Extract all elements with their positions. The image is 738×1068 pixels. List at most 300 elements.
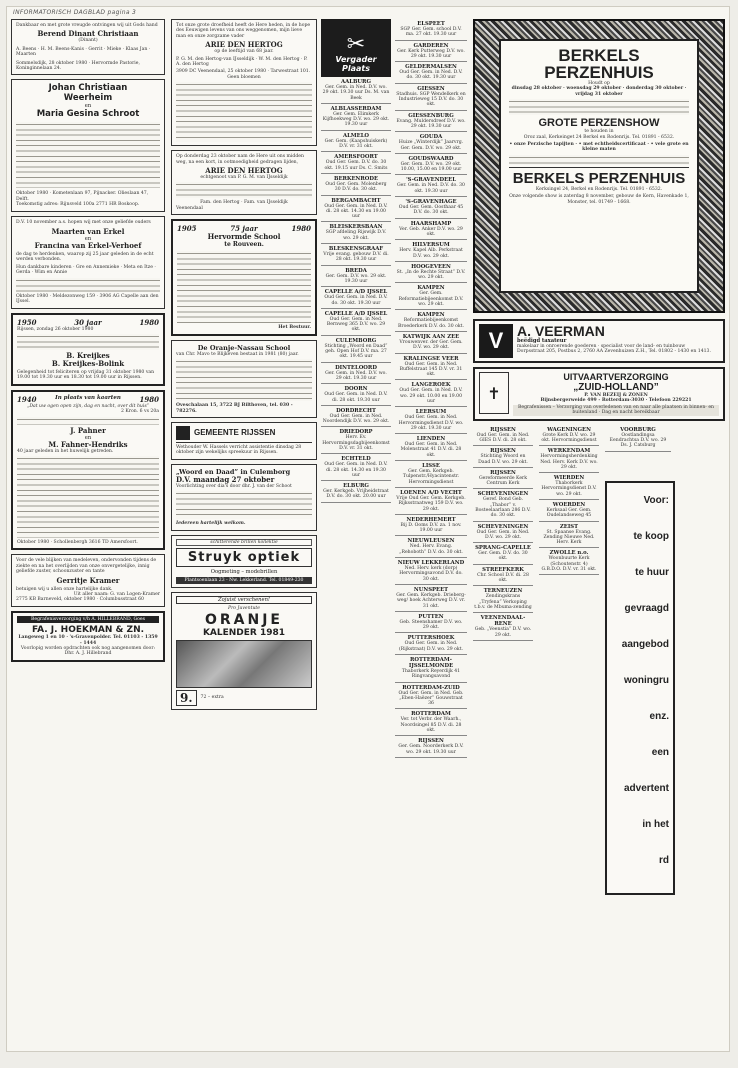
meeting-details: Vrije Oud Ger. Gem. Kerkgeb. Rijksstraatweg 159 D.V. wo. 29 okt. xyxy=(396,495,466,512)
meeting-details: Ger. Kerk Putterweg D.V. wo. 29 okt. 19.30 uur xyxy=(397,48,465,59)
school-body-text xyxy=(177,251,311,323)
obituary2-spouse: echtgenoot van P. G. M. van IJsseldijk xyxy=(200,175,288,181)
oranje-nassau-school-ad xyxy=(171,340,317,418)
meeting-details: Ger. Gem. D.V. do. 30 okt. xyxy=(478,551,528,562)
optiek-brand: Struyk optiek xyxy=(176,548,312,567)
meeting-place: RIJSSEN xyxy=(490,469,516,476)
anniversary-conjunction: en xyxy=(84,236,92,243)
meeting-details: Ger. Gem. in Ned. D.V. wo. 29 okt. 19.30 uur Ds. M. van Beek xyxy=(322,85,390,101)
meeting-place: VOORBURG xyxy=(620,426,656,433)
meeting-entry xyxy=(395,407,467,434)
obituary-1 xyxy=(171,19,317,146)
meeting-entry xyxy=(395,175,467,197)
meeting-details: Stichting „Woord en Daad” geh. Open Hof D.V. ma. 27 okt. 19.45 uur xyxy=(324,343,388,360)
classified-promo-word: rd xyxy=(659,854,669,866)
berkels-perzenhuis-ad xyxy=(473,19,725,313)
meeting-entry xyxy=(395,683,467,710)
meeting-place: 'S-GRAVENDEEL xyxy=(406,177,456,184)
meeting-entry xyxy=(395,154,467,176)
optiek-address: Plantsoenlaan 23 - Nw. Lekkerland. Tel. 01849-230 xyxy=(176,577,312,584)
perzenhuis-address: Kerksingel 24, Berkel en Rodenrijs. Tel. 01891 - 6532. xyxy=(535,186,663,192)
marriage-future-address: Toekomstig adres: Rijnsveld 100a 2771 HR Boskoop. xyxy=(16,202,140,208)
meeting-entry xyxy=(395,515,467,537)
meeting-place: RIJSSEN xyxy=(418,738,444,745)
meeting-details: Ned. Herv. kerk (dorp) Hervormingsavond D.V. do. 30 okt. xyxy=(399,566,463,582)
wed-date: D.V. maandag 27 oktober xyxy=(176,474,275,484)
column-family-notices xyxy=(11,19,165,1043)
meeting-details: Geref. Bond Geb. „Thabor” v. Bosteelaarlaan 286 D.V. do. 30 okt. xyxy=(475,497,531,519)
jubilee-40-years xyxy=(11,390,165,551)
classified-promo-word: aangebod xyxy=(621,638,669,650)
meeting-place: BERKENRODE xyxy=(333,175,379,182)
school-jubilee xyxy=(171,219,317,335)
meeting-details: Ger. Gem. Elimkerk Kijfhoekweg D.V. wo. 29 okt. 19.30 uur xyxy=(322,111,390,128)
meeting-details: Bij D. Ooms D.V. za. 1 nov. 19.00 uur xyxy=(400,522,462,534)
thanks-name: Gerritje Kramer xyxy=(56,575,120,585)
meeting-place: KAMPEN xyxy=(417,312,445,319)
meeting-details: Oud Ger. Gem. D.V. do. 30 okt. 19.15 uur Ds. C. Smits xyxy=(324,160,388,171)
meeting-details: Evang. Muldersdreef D.V. wo. 29 okt. 19.30 uur xyxy=(396,118,466,129)
meeting-details: Ger. Gem. in Ned. D.V. do. 30 okt. 19.30 uur xyxy=(397,183,465,194)
marriage-announcement xyxy=(11,79,165,211)
jubilee40-intro-text xyxy=(17,417,159,425)
year-start: 1950 xyxy=(17,317,37,327)
meeting-entry xyxy=(321,481,391,503)
meeting-place: SCHEVENINGEN xyxy=(477,491,529,498)
veerman-name: A. VEERMAN xyxy=(517,323,605,339)
meeting-details: SGP afdeling Rijswijk D.V. wo. 29 okt. xyxy=(325,230,387,241)
jubilee40-husband: J. Pahner xyxy=(70,425,106,435)
kalender-price-row xyxy=(176,690,312,706)
meeting-place: SCHEVENINGEN xyxy=(477,523,529,530)
meeting-place: WAGENINGEN xyxy=(547,426,591,433)
kalender-photo xyxy=(176,640,312,688)
meeting-entry xyxy=(321,174,391,196)
meeting-entry xyxy=(395,41,467,63)
kalender-top: Zojuist verschenen! xyxy=(176,596,312,604)
meeting-entry xyxy=(321,152,391,174)
meeting-entry xyxy=(473,468,533,490)
meeting-list-e xyxy=(605,425,671,452)
meeting-place: DORDRECHT xyxy=(336,407,376,414)
meeting-details: Ger. Gem. (Kaapshuiskerk) D.V. vr. 31 okt. xyxy=(324,138,388,150)
meeting-entry xyxy=(473,522,533,544)
meeting-details: Oud Ger. Gem. in Ned. (Rijkstraat) D.V. wo. 29 okt. xyxy=(398,641,463,652)
birth-nickname: (Dinant) xyxy=(78,38,98,44)
meeting-entry xyxy=(539,500,599,522)
meeting-details: Herv. Kapel Alb. Perkstraat D.V. wo. 29 okt. xyxy=(399,248,463,259)
meeting-place: CAPELLE A/D IJSSEL xyxy=(324,289,388,296)
year-start: 1905 xyxy=(177,224,197,234)
year-end: 1980 xyxy=(291,224,311,234)
marriage-date: Oktober 1980 · Kometenlaan 97, Pijnacker. Olieslaan 47, Delft. xyxy=(16,191,149,202)
gemeente-title: GEMEENTE RIJSSEN xyxy=(194,428,276,438)
perzenhuis-panel xyxy=(499,39,699,293)
meeting-place: PUTTERSHOEK xyxy=(407,635,455,642)
thanks-signature: Uit aller naam: G. van Logen-Kramer xyxy=(73,591,160,597)
year-end: 1980 xyxy=(139,317,159,327)
meeting-place: CAPELLE A/D IJSSEL xyxy=(324,310,388,317)
perzenhuis-details xyxy=(509,99,689,115)
groom-surname: Weerheim xyxy=(63,93,113,104)
meeting-place: RIJSSEN xyxy=(490,426,516,433)
meeting-details: Grote Kerk D.V. wo. 29 okt. Hervormingsdienst xyxy=(541,432,597,443)
meeting-place: LANGEROEK xyxy=(411,382,451,389)
meeting-entry xyxy=(605,425,671,452)
meeting-place: LOENEN A/D VECHT xyxy=(400,489,462,496)
meeting-place: AALBURG xyxy=(341,79,371,85)
meeting-entry xyxy=(321,287,391,309)
perzenhuis-dates: dinsdag 28 oktober · woensdag 29 oktober · donderdag 30 oktober · vrijdag 31 oktober xyxy=(511,86,687,97)
perzenhuis-more-text xyxy=(509,155,689,165)
meeting-details: St. Spaanse Evang. Zending Nieuwe Ned. Herv. Kerk xyxy=(543,529,595,546)
funeral-top-banner: Begrafenisverzorging v/h A. HILLEBRAND, Goes xyxy=(17,616,159,623)
meeting-details: Gereformeerde Kerk Centrum Kerk xyxy=(478,475,528,487)
veerman-address: Dorpsstraat 205, Postbus 2, 2760 AA Zevenhuizen Z.H., Tel. 01802 - 1430 en 1413. xyxy=(517,349,711,355)
meeting-place: BREDA xyxy=(345,267,367,274)
meeting-details: Oud Ger. Gem. in Ned. Buffelstraat 145 D.V. vr. 31 okt. xyxy=(399,361,463,378)
meeting-entry xyxy=(321,104,391,131)
perzenhuis-name-2: BERKELS PERZENHUIS xyxy=(509,167,689,187)
meeting-place: NUNSPEET xyxy=(413,586,449,593)
anniversary-wife: Francina van Erkel-Verhoef xyxy=(34,241,142,251)
jubilee40-date: Oktober 1980 · Schollenbergh 3616 TD Amersfoort. xyxy=(17,539,138,545)
meeting-details: Stichting Woord en Daad D.V. wo. 29 okt. xyxy=(478,454,528,465)
meeting-place: ELSPEET xyxy=(417,21,445,27)
meeting-place: DINTELOORD xyxy=(335,364,377,371)
meeting-entry xyxy=(473,489,533,521)
meeting-details: Oud Ger. Gem. in Ned. D.V. di. 28 okt. 19.30 uur xyxy=(324,392,388,403)
meeting-entry xyxy=(395,612,467,634)
thanks-intro: Voor de vele blijken van medeleven, ondervonden tijdens de ziekte en na het overlijden van onze onvergetelijke, innig geliefde zuster, schoonzuster en tante xyxy=(16,558,157,575)
veerman-text: makelaar in onroerende goederen · specialist voor de land- en tuinbouw xyxy=(517,344,686,349)
vergaderplaats-icon: ✂ xyxy=(346,32,366,57)
meeting-entry xyxy=(395,434,467,461)
meeting-details: Oud Ger. Gem. in Ned. GIES D.V. di. 28 okt. xyxy=(476,432,530,443)
meeting-details: Thaborkerk Hervormingsdienst D.V. wo. 29 okt. xyxy=(541,481,597,497)
meeting-entry xyxy=(395,84,467,111)
meeting-details: Zendingskrans „Tryfena” Verkoping t.b.v. de Mbuma-zending xyxy=(474,594,532,610)
meeting-entry xyxy=(321,406,391,428)
meeting-place: LIENDEN xyxy=(416,436,446,443)
meeting-entry xyxy=(395,197,467,219)
meeting-place: ROTTERDAM xyxy=(411,711,451,718)
meeting-details: Oud Ger. Gem. in Ned. D.V. wo. 29 okt. 10.00 en 19.00 uur xyxy=(399,388,463,404)
kalender-title2: KALENDER 1981 xyxy=(202,627,286,638)
meeting-details: St. „In de Rechte Straat” D.V. wo. 29 okt. xyxy=(396,269,466,281)
jubilee40-label: In plaats van kaarten xyxy=(55,394,121,401)
meeting-place: WOERDEN xyxy=(552,502,586,508)
meeting-details: Ger. Gem. Reformatiebijeenkomst D.V. wo. 29 okt. xyxy=(398,291,464,308)
meeting-entry xyxy=(539,425,599,447)
classified-promo-word: in het xyxy=(642,818,669,830)
perzenhuis-bullets: • onze Perzische tapijten · • met echtheidscertificaat · • vele grote en kleine maten xyxy=(509,142,689,153)
meeting-entry xyxy=(395,488,467,515)
meeting-place: ECHTELD xyxy=(341,456,371,463)
meeting-entry xyxy=(395,62,467,84)
obituary-name: ARIE DEN HERTOG xyxy=(205,40,283,50)
meeting-list-d xyxy=(539,425,599,576)
year-start: 1940 xyxy=(17,394,37,404)
meeting-place: GELDERMALSEN xyxy=(405,64,457,71)
meeting-entry xyxy=(473,565,533,587)
meeting-entry xyxy=(473,613,533,641)
vergaderplaats-label: Vergader Plaats xyxy=(335,55,377,73)
school-name: Hervormde School xyxy=(207,232,281,242)
meeting-entry xyxy=(539,473,599,500)
meeting-place: ROTTERDAM-IJSSELMONDE xyxy=(408,657,454,669)
optiek-top: schitterende brillen kollektie xyxy=(176,539,312,546)
meeting-place: ZWOLLE n.o. xyxy=(549,550,589,557)
meeting-entry xyxy=(395,310,467,332)
anniversary-husband: Maarten van Erkel xyxy=(51,227,125,237)
meeting-entry xyxy=(395,655,467,683)
meeting-entry xyxy=(473,543,533,565)
gemeente-header xyxy=(176,426,312,443)
meeting-place: HOOGEVEEN xyxy=(411,263,451,270)
meeting-place: NIEUWLEUSEN xyxy=(407,538,455,545)
meeting-details: Ger. Gem. Kerkgeb. Drieberg-weg/ hoek Achterweg D.V. vr. 31 okt. xyxy=(396,592,466,609)
meeting-details: Hervormingsherdenking Ned. Herv. Kerk D.V. wo. 29 okt. xyxy=(540,454,598,470)
meeting-place: KATWIJK AAN ZEE xyxy=(402,333,460,340)
wed-body-text xyxy=(176,491,312,519)
meeting-entry xyxy=(395,380,467,407)
obituary2-signature: Fam. den Hertog · Fam. van IJsseldijk xyxy=(200,200,288,206)
obituary-flowers-note: Geen bloemen xyxy=(227,74,261,80)
meeting-details: Woonbuurte Kerk (Schoutenstr. 4) G.B.D.O. D.V. vr. 31 okt. xyxy=(541,556,597,573)
meeting-place: BLEISKERSBAAN xyxy=(329,224,383,231)
meeting-details: Huize „Winterdijk” Jaarvrg. Ger. Gem. D.V. wo. 29 okt. xyxy=(398,140,464,151)
veerman-title: beëdigd taxateur xyxy=(517,338,567,344)
kalender-price-note: 72 – extra xyxy=(200,695,224,701)
optiek-subtitle: Oogmeting – modebrillen xyxy=(210,568,278,575)
jubilee40-conjunction: en xyxy=(84,434,92,441)
meeting-details: Ger. Gem. D.V. wo. 29 okt. 19.30 uur xyxy=(325,273,387,284)
meeting-details: Vrouwenver. der Ger. Gem. D.V. wo. 29 okt. xyxy=(399,339,463,351)
meeting-place: HILVERSUM xyxy=(412,242,450,249)
meeting-place: AMERSFOORT xyxy=(334,154,378,161)
birth-announcement xyxy=(11,19,165,75)
perzenhuis-footnote: Onze volgende show is zaterdag 8 november, gebouw de Kern, Havenkade 1, Monster, tel. 01749 - 1668. xyxy=(509,194,689,205)
obituary2-body-text xyxy=(176,182,312,198)
groom-name: Johan Christiaan xyxy=(48,83,128,94)
classified-promo-words xyxy=(607,483,673,879)
meeting-details: Reformatiebijeenkomst Broederkerk D.V. do. 30 okt. xyxy=(398,318,464,329)
meeting-entry xyxy=(395,219,467,241)
meeting-entry xyxy=(395,283,467,310)
woord-en-daad-ad xyxy=(171,464,317,531)
classified-promo-word: te huur xyxy=(635,566,669,578)
wed-text: Voorlichting over dia's door dhr. J. van der Schoot xyxy=(176,483,292,489)
meeting-entry xyxy=(321,363,391,385)
vergaderplaats-logo xyxy=(321,19,391,77)
school-signature: Het Bestuur. xyxy=(278,325,311,331)
obituary-age: op de leeftijd van 68 jaar. xyxy=(214,49,274,55)
meeting-place: NIEUW LEKKERLAND xyxy=(397,560,465,567)
meeting-place: ALBLASSERDAM xyxy=(330,105,382,112)
classified-promo-word: een xyxy=(651,746,669,758)
meeting-entry xyxy=(321,222,391,244)
jubilee-label: 30 jaar xyxy=(74,317,102,327)
funeral-services-ad xyxy=(11,611,165,662)
funeral-footnote: Voorlopig worden opdrachten ook nog aangenomen door: Dhr. A. J. Hillebrand xyxy=(20,646,156,657)
meeting-place: GOUDSWAARD xyxy=(408,155,454,162)
meeting-entry xyxy=(321,244,391,266)
meeting-details: Ned. Herv. Evang. „Rehoboth” D.V. do. 30 okt. xyxy=(399,544,463,555)
meeting-place: KAMPEN xyxy=(417,285,445,292)
meeting-entry xyxy=(395,558,467,585)
gemeente-rijssen-notice xyxy=(171,422,317,460)
meeting-entry xyxy=(539,548,599,575)
meeting-entry xyxy=(395,240,467,262)
perzenshow-sub: te houden in xyxy=(584,129,614,135)
meeting-place: GOUDA xyxy=(419,134,443,141)
anniversary-body-text xyxy=(16,278,160,292)
meeting-list-a xyxy=(321,77,391,503)
kalender-brand: Pro Juventute xyxy=(228,606,260,612)
meeting-details: Oud Ger. Gem. in Ned. Bernweg 365 D.V. wo. 29 okt. xyxy=(326,316,386,333)
meeting-details: Ver. Geb. Anker D.V. wo. 29 okt. xyxy=(399,226,463,237)
meeting-details: Ger. Gem. Noorderkerk D.V. wo. 29 okt. 19.30 uur xyxy=(398,744,464,755)
meeting-details: Oud Ger. Gem. in Ned. Noordendijk D.V. wo. 29 okt. xyxy=(322,413,390,425)
meeting-place: RIJSSEN xyxy=(490,448,516,455)
meeting-place: GIESSEN xyxy=(417,85,445,92)
veerman-logo-icon: V xyxy=(479,324,513,358)
meeting-place: ROTTERDAM-ZUID xyxy=(402,684,460,691)
meeting-details: Ger. Gem. in Ned. D.V. wo. 29 okt. 19.30 uur xyxy=(325,370,387,381)
school-town: te Rouveen. xyxy=(224,241,264,249)
obituary-family: P. G. M. den Hertog-van IJsseldijk · W. M. den Hertog · P. A. den Hertog xyxy=(176,56,308,68)
column-obituaries xyxy=(171,19,317,1043)
meeting-entry xyxy=(321,196,391,223)
column-meetings-b xyxy=(395,19,467,1043)
meeting-entry xyxy=(395,709,467,736)
meeting-entry xyxy=(321,77,391,104)
meeting-details: Oud Ger. Gem. Molenberg 30 D.V. do. 30 okt. xyxy=(325,181,387,193)
meeting-place: PUTTEN xyxy=(418,613,444,620)
meeting-place: WERKENDAM xyxy=(547,448,591,455)
year-end: 1980 xyxy=(139,394,159,404)
meeting-place: STREEFKERK xyxy=(482,566,524,573)
birth-intro: Dankbaar en met grote vreugde ontvingen wij uit Gods hand xyxy=(16,23,158,28)
meeting-details: Oud Ger. Gem. Oosthaar 45 D.V. do. 30 okt. xyxy=(398,205,464,216)
meeting-details: Oud Ger. Gem. in Ned. Geb. „Eben-Haëzer” Gouwstraat 36 xyxy=(398,690,464,707)
classified-promo-word: gevraagd xyxy=(624,602,669,614)
anniversary-text: de dag te herdenken, waarop zij 25 jaar geleden in de echt werden verbonden. xyxy=(16,252,154,263)
thanks-text: betuigen wij u allen onze hartelijke dank. xyxy=(16,586,113,592)
meeting-list-c xyxy=(473,425,533,641)
meeting-place: GARDEREN xyxy=(413,42,449,49)
masthead: INFORMATORISCH DAGBLAD pagina 3 xyxy=(13,9,137,16)
meeting-entry xyxy=(321,266,391,288)
meeting-entry xyxy=(321,131,391,153)
anniversary-intro: D.V. 10 november a.s. hopen wij met onze geliefde ouders xyxy=(16,219,151,225)
anniversary-date: Oktober 1980 · Meldezonweg 159 · 3906 AG Capelle aan den IJssel. xyxy=(16,293,159,305)
meeting-entry xyxy=(321,309,391,336)
perzenhuis-name: BERKELS PERZENHUIS xyxy=(544,46,654,82)
obituary-intro: Tot onze grote droefheid heeft de Here heden, in de hope des Eeuwigen levens van ons weggenomen, mijn lieve man en onze zorgzame vader xyxy=(176,23,311,39)
jubilee-year-row xyxy=(17,318,159,327)
conjunction: en xyxy=(84,103,92,110)
anniversary-children: Hun dankbare kinderen · Gre en Annemieke · Meta en Itze · Gerda · Wim en Annie xyxy=(16,264,156,276)
meetings-lower-grid xyxy=(473,425,725,895)
meeting-place: WIERDEN xyxy=(553,475,585,482)
meeting-entry xyxy=(321,384,391,406)
oranje-nassau-text: van Chr. Mavo te Blijkeven bestaat in 1981 (80) jaar. xyxy=(176,351,299,357)
meeting-details: Herv. Ev. Hervormingsdagbijeenkomst D.V. vr. 31 okt. xyxy=(322,435,390,451)
meeting-entry xyxy=(395,585,467,612)
meeting-place: 'S-GRAVENHAGE xyxy=(405,199,457,206)
meeting-details: Ger. Kerkgeb. Vrijheidstraat D.V. do. 30 okt. 20.00 uur xyxy=(323,489,389,500)
meeting-entry xyxy=(321,427,391,454)
meeting-details: Geb. Steenshamer D.V. wo. 29 okt. xyxy=(399,619,463,631)
meeting-entry xyxy=(395,262,467,284)
meeting-place: KRALINGSE VEER xyxy=(403,355,459,362)
meeting-place: HAARSHAMP xyxy=(410,220,452,227)
struyk-optiek-ad xyxy=(171,535,317,589)
meeting-details: Oud Ger. Gem. in Ned. D.V. di. 28 okt. 14.30 en 19.00 uur xyxy=(324,203,388,220)
oranje-nassau-title: De Oranje-Nassau School xyxy=(197,343,291,352)
jubilee40-text: 40 jaar geleden in het huwelijk getreden. xyxy=(17,448,114,454)
meeting-details: Oud Ger. Gem. in Ned. D.V. di. 28 okt. 14.30 en 19.30 uur xyxy=(324,462,388,478)
meeting-entry xyxy=(395,354,467,381)
classified-promo-word: advertent xyxy=(623,782,669,794)
meeting-details: SGP Ger. Gem. school D.V. ma. 27 okt. 19.30 uur xyxy=(400,27,462,38)
meeting-place: DRIEDORP xyxy=(339,429,373,436)
jubilee-body-text xyxy=(17,334,159,350)
meeting-details: Stadhuis. SGP Wendelkerk en Industrieweg 15 D.V. do. 30 okt. xyxy=(396,91,466,108)
uitvaart-body xyxy=(513,372,719,416)
jubilee-wife: B. Kreijkes-Bolink xyxy=(51,358,125,368)
uitvaart-top: UITVAARTVERZORGING xyxy=(563,372,669,382)
meeting-entry xyxy=(321,336,391,363)
classified-promo-word: enz. xyxy=(649,710,669,722)
veerman-body xyxy=(517,324,719,358)
oranje-nassau-body-text xyxy=(176,359,312,401)
municipality-logo-icon xyxy=(176,426,190,440)
meeting-entry xyxy=(395,536,467,558)
meeting-place: ALMELO xyxy=(342,132,370,139)
classified-promo-word: woningru xyxy=(624,674,669,686)
gemeente-text: Wethouder W. Hassels verricht assistentie dinsdag 28 oktober zijn wekelijks spreekuur in Rijssen. xyxy=(176,444,302,456)
meeting-details: Oud Ger. Gem. in Ned. D.V. do. 30 okt. 19.30 uur xyxy=(324,295,388,306)
perzenshow-place: Oroz zaal, Kerkeinget 24 Berkel en Rodenrijs. Tel. 01891 - 6532. xyxy=(523,134,675,140)
wed-title: „Woord en Daad” in Culemborg xyxy=(176,467,291,476)
meeting-place: CULEMBORG xyxy=(335,337,377,344)
thanks-announcement xyxy=(11,554,165,606)
meeting-entry xyxy=(395,633,467,655)
meeting-entry xyxy=(395,19,467,41)
meeting-details: Ger. Gem. D.V. wo. 29 okt. 10.00, 15.00 en 19.00 uur xyxy=(400,161,462,173)
anniversary-announcement xyxy=(11,216,165,309)
oranje-nassau-address: Oveschalaan 15, 3722 BJ Bilthoven, tel. 030 - 782276. xyxy=(176,403,293,414)
jubilee-30-years xyxy=(11,313,165,386)
meeting-details: Thaborkerk Reyerdijk 41 Ringvangsavond xyxy=(401,669,461,680)
meeting-details: Oud Ger. Gem. in Ned. D.V. do. 30 okt. 19.30 uur xyxy=(399,70,463,81)
uitvaart-logo-icon: ✝ xyxy=(479,372,509,414)
meeting-list-b xyxy=(395,19,467,758)
jubilee-husband: B. Kreijkes xyxy=(66,350,110,360)
meeting-place: BLESKENSGRAAF xyxy=(328,246,384,253)
marriage-body-text xyxy=(16,122,160,188)
jubilee-date: Rijssen, zondag 26 oktober 1980 xyxy=(17,326,94,332)
obituary-2 xyxy=(171,150,317,215)
meeting-details: Kerksaal Ger. Gem. Oudelandseweg 45 xyxy=(546,508,592,519)
meeting-place: LEERSUM xyxy=(415,409,447,416)
meeting-details: Oud Ger. Gem. in Ned. Molenstraat 41 D.V. di. 28 okt. xyxy=(400,442,462,458)
uitvaart-footnote: Begrafenissen – Verzorging van overledenen van en naar alle plaatsen in binnen- en buitenland · Dag en nacht bereikbaar xyxy=(513,405,719,416)
oranje-kalender-ad xyxy=(171,592,317,709)
